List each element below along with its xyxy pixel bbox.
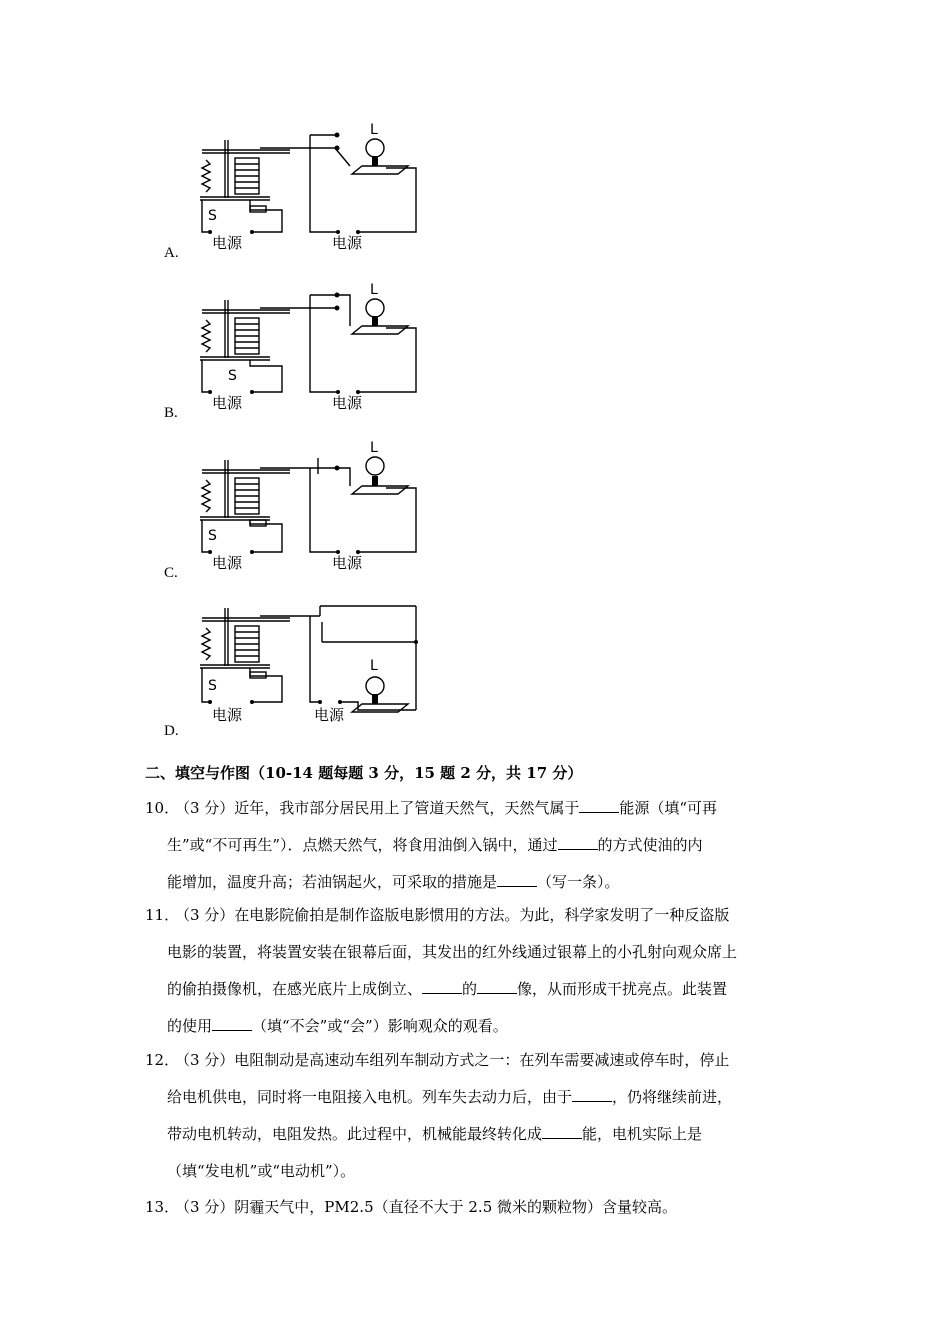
power-source-right-label: 电源	[332, 554, 363, 572]
power-source-left-label: 电源	[212, 234, 243, 252]
question-line: （3 分）电阻制动是高速动车组列车制动方式之一：在列车需要减速或停车时，停止	[175, 1051, 730, 1069]
switch-label: S	[208, 678, 217, 694]
power-source-left-label: 电源	[212, 706, 243, 724]
option-letter: C.	[164, 565, 178, 581]
switch-label: S	[208, 528, 217, 544]
relay-circuit-diagram-c	[190, 440, 430, 570]
answer-blank[interactable]	[579, 798, 619, 813]
question-line: （填“发电机”或“电动机”）。	[167, 1162, 356, 1180]
switch-label: S	[228, 368, 237, 384]
answer-blank[interactable]	[212, 1016, 252, 1031]
answer-blank[interactable]	[542, 1124, 582, 1139]
question-line: 给电机供电，同时将一电阻接入电机。列车失去动力后，由于 ，仍将继续前进，	[167, 1088, 733, 1106]
question-line: 能增加，温度升高；若油锅起火，可采取的措施是 （写一条）。	[167, 873, 620, 891]
question-line: （3 分）在电影院偷拍是制作盗版电影惯用的方法。为此，科学家发明了一种反盗版	[175, 906, 730, 924]
option-letter: B.	[164, 405, 178, 421]
answer-blank[interactable]	[572, 1087, 612, 1102]
question-line: 电影的装置，将装置安装在银幕后面，其发出的红外线通过银幕上的小孔射向观众席上	[167, 943, 738, 961]
question-number: 13．	[145, 1198, 180, 1216]
relay-circuit-diagram-b	[190, 280, 430, 410]
power-source-right-label: 电源	[314, 706, 345, 724]
relay-circuit-diagram-a	[190, 120, 430, 250]
option-letter: D.	[164, 723, 179, 739]
lamp-label: L	[370, 122, 378, 138]
question-number: 12．	[145, 1051, 180, 1069]
relay-circuit-diagram-d	[190, 598, 430, 728]
power-source-left-label: 电源	[212, 554, 243, 572]
power-source-right-label: 电源	[332, 394, 363, 412]
lamp-label: L	[370, 282, 378, 298]
answer-blank[interactable]	[477, 979, 517, 994]
question-13	[145, 1189, 810, 1226]
question-10	[145, 790, 810, 901]
answer-blank[interactable]	[497, 872, 537, 887]
question-line: 的使用 （填“不会”或“会”）影响观众的观看。	[167, 1017, 508, 1035]
option-b	[164, 280, 424, 420]
question-line: 带动电机转动，电阻发热。此过程中，机械能最终转化成 能，电机实际上是	[167, 1125, 703, 1143]
question-line: （3 分）阴霾天气中，PM2.5（直径不大于 2.5 微米的颗粒物）含量较高。	[175, 1198, 678, 1216]
question-line: 的偷拍摄像机，在感光底片上成倒立、 的 像，从而形成干扰亮点。此装置	[167, 980, 728, 998]
question-line: 生”或“不可再生”）．点燃天然气，将食用油倒入锅中，通过 的方式使油的内	[167, 836, 703, 854]
section-heading: 二、填空与作图（10-14 题每题 3 分，15 题 2 分，共 17 分）	[145, 764, 583, 782]
question-11	[145, 897, 810, 1045]
switch-label: S	[208, 208, 217, 224]
option-d	[164, 598, 424, 738]
question-number: 10．	[145, 799, 180, 817]
lamp-label: L	[370, 440, 378, 456]
answer-blank[interactable]	[422, 979, 462, 994]
question-number: 11．	[145, 906, 180, 924]
lamp-label: L	[370, 658, 378, 674]
question-line: （3 分）近年，我市部分居民用上了管道天然气，天然气属于 能源（填“可再	[175, 799, 717, 817]
option-a	[164, 120, 424, 260]
option-c	[164, 440, 424, 580]
power-source-right-label: 电源	[332, 234, 363, 252]
option-letter: A.	[164, 245, 179, 261]
power-source-left-label: 电源	[212, 394, 243, 412]
answer-blank[interactable]	[558, 835, 598, 850]
question-12	[145, 1042, 810, 1190]
